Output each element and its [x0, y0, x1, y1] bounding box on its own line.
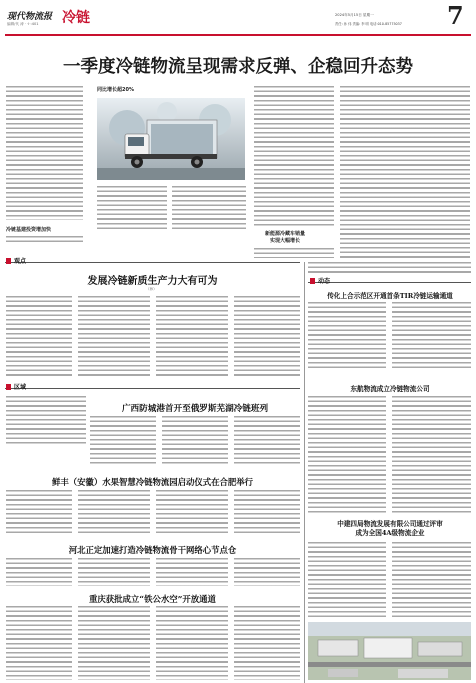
a5-col-3 — [156, 490, 228, 536]
a6-col-2 — [392, 542, 471, 618]
main-col-3 — [172, 186, 246, 232]
a5-col-2 — [78, 490, 150, 536]
left-caption: 冷链基建投资增加快 — [6, 227, 52, 233]
section-name: 冷链 — [62, 10, 90, 26]
a2-col-2 — [392, 302, 471, 370]
article-byline-a1: （孙） — [146, 287, 157, 291]
a7-col-2 — [78, 558, 150, 586]
viewpoint-marker — [6, 258, 11, 264]
main-col-5 — [340, 86, 470, 258]
masthead-rule — [5, 34, 471, 36]
a4-col-1 — [90, 416, 156, 466]
a1-col-3 — [156, 296, 228, 378]
right-caption: 新能源冷藏车销量 实现大幅增长 — [265, 231, 306, 244]
paper-name: 现代物流报 — [7, 12, 53, 22]
main-col-2 — [97, 186, 167, 232]
news-tag — [310, 276, 330, 285]
a3-col-1 — [308, 396, 386, 514]
main-col-4b — [254, 248, 334, 258]
a2-col-1 — [308, 302, 386, 370]
logistics-park-photo — [308, 622, 471, 680]
region-marker — [6, 384, 11, 390]
main-col-1 — [6, 86, 83, 220]
article-title-a5: 鲜丰（安徽）水果智慧冷链物流园启动仪式在合肥举行 — [52, 477, 253, 487]
a1-col-4 — [234, 296, 300, 378]
viewpoint-label: 观点 — [14, 258, 27, 265]
masthead — [5, 1, 471, 34]
article-title-a6: 中建四局物流发展有限公司通过评审 成为全国4A级物流企业 — [337, 520, 443, 537]
a8-col-3 — [156, 606, 228, 680]
article-title-a1: 发展冷链新质生产力大有可为 — [87, 276, 218, 287]
region-left-col — [6, 396, 86, 444]
a5-col-4 — [234, 490, 300, 536]
article-title-a3: 东航物流成立冷链物流公司 — [350, 385, 430, 393]
region-tag — [6, 382, 26, 391]
region-label: 区域 — [14, 384, 27, 391]
a3-col-2 — [392, 396, 471, 514]
sub-caption: 同比增长超20% — [97, 87, 134, 93]
main-col-1b — [6, 236, 83, 244]
main-photo-truck — [97, 98, 245, 180]
date-info: 2024年5月15日 星期一 — [335, 13, 374, 17]
article-title-a4: 广西防城港首开至俄罗斯芜湖冷链班列 — [121, 404, 269, 414]
paper-sub: 编辑/代 涛 · ·I·:401 — [7, 22, 39, 26]
a7-col-1 — [6, 558, 72, 586]
article-title-a2: 传化上合示范区开通首条TIR冷链运输通道 — [327, 292, 453, 300]
page-number: 7 — [447, 1, 464, 30]
a8-col-1 — [6, 606, 72, 680]
truck-illustration — [97, 98, 245, 180]
viewpoint-tag — [6, 256, 26, 265]
news-rule — [308, 282, 471, 283]
a7-col-4 — [234, 558, 300, 586]
viewpoint-rule — [5, 262, 300, 263]
a4-col-2 — [162, 416, 228, 466]
a4-col-3 — [234, 416, 300, 466]
news-marker — [310, 278, 315, 284]
news-label: 动态 — [318, 278, 331, 285]
staff-info: 责任: 孙 伟 责编: 李 明 电话:010-85775037 — [335, 22, 402, 26]
news-top-text — [308, 262, 471, 274]
article-title-a8: 重庆获批成立“铁公水空”开放通道 — [89, 594, 216, 604]
a6-col-1 — [308, 542, 386, 618]
a1-col-1 — [6, 296, 72, 378]
a7-col-3 — [156, 558, 228, 586]
a8-col-2 — [78, 606, 150, 680]
region-rule — [5, 388, 300, 389]
main-headline: 一季度冷链物流呈现需求反弹、企稳回升态势 — [63, 57, 413, 77]
a8-col-4 — [234, 606, 300, 680]
aerial-illustration — [308, 622, 471, 680]
right-divider — [304, 262, 305, 683]
main-col-4 — [254, 86, 334, 228]
a5-col-1 — [6, 490, 72, 536]
a1-col-2 — [78, 296, 150, 378]
article-title-a7: 河北正定加速打造冷链物流骨干网络心节点仓 — [68, 545, 237, 555]
